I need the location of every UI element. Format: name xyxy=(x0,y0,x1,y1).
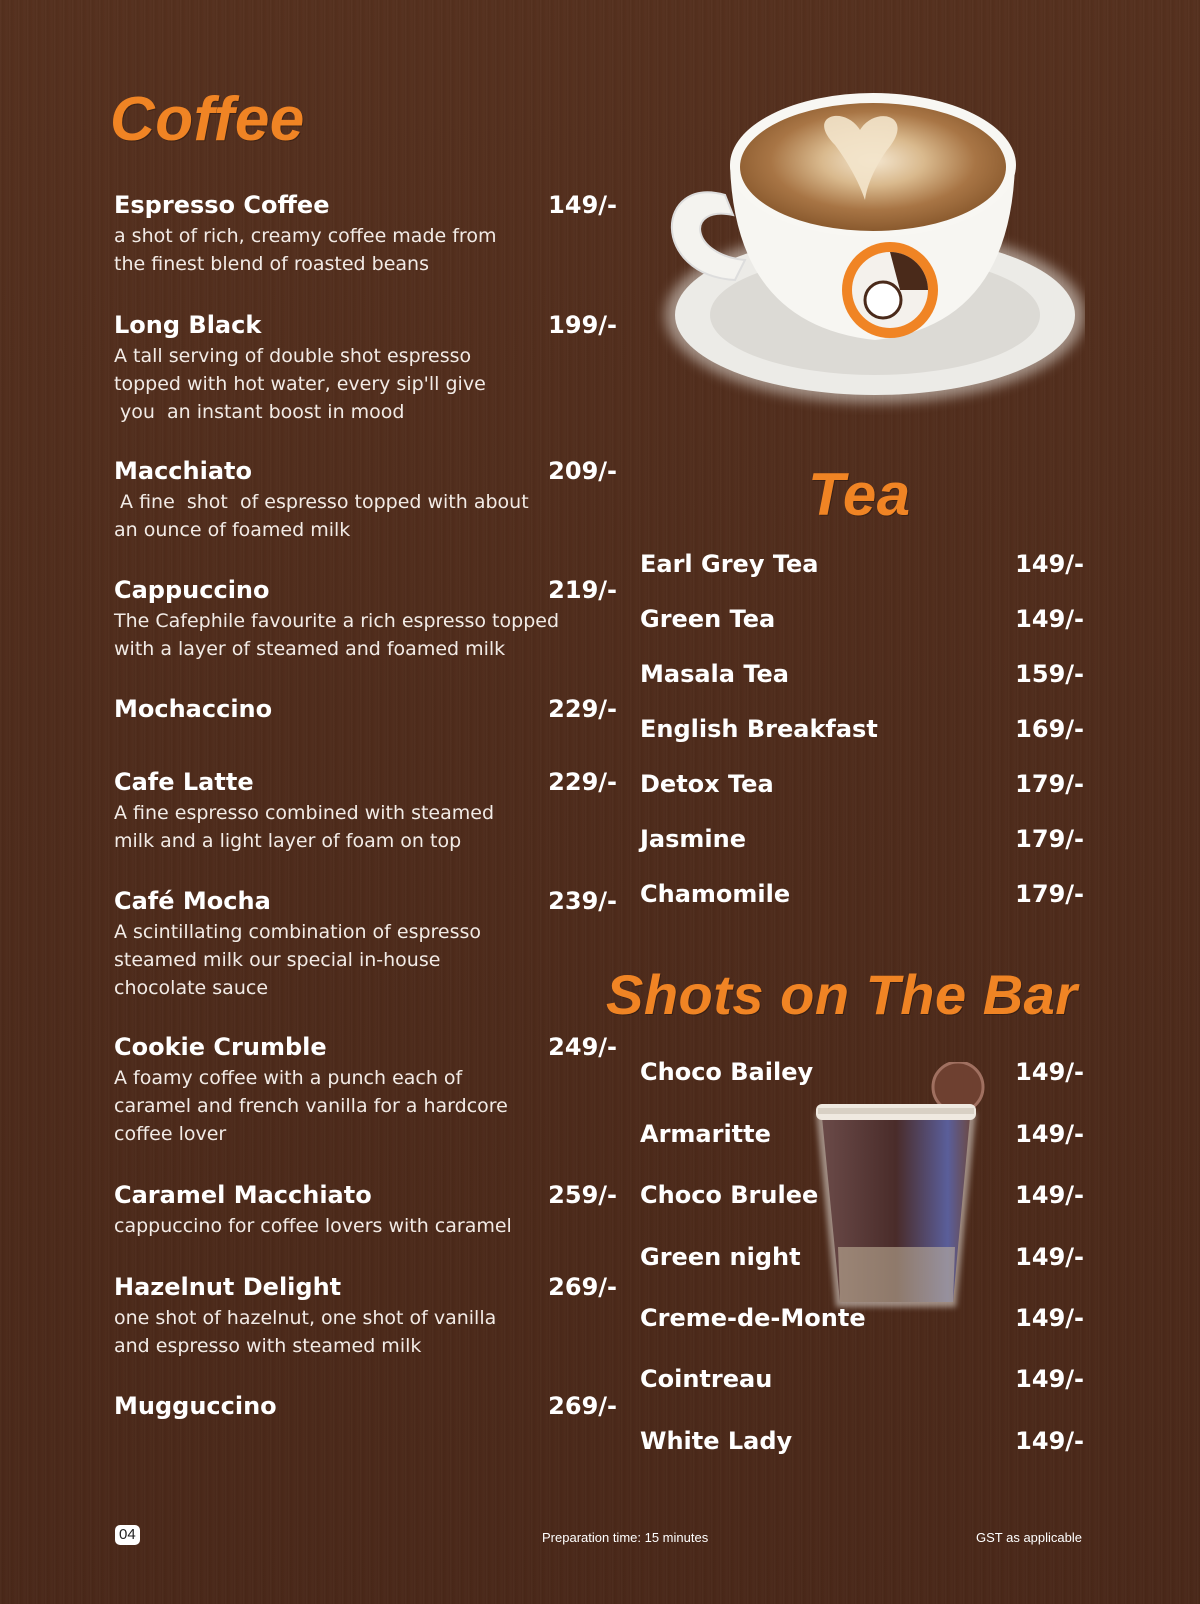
menu-item xyxy=(114,190,617,278)
item-name: Espresso Coffee xyxy=(114,191,330,219)
desc-line: A fine shot of espresso topped with about xyxy=(114,491,529,513)
item-name: Creme-de-Monte xyxy=(640,1304,866,1332)
item-name: Detox Tea xyxy=(640,770,774,798)
desc-line: with a layer of steamed and foamed milk xyxy=(114,638,506,660)
menu-item xyxy=(640,1057,1084,1087)
menu-item xyxy=(640,879,1084,909)
menu-item xyxy=(640,769,1084,799)
menu-item xyxy=(640,824,1084,854)
menu-item xyxy=(114,456,617,544)
item-name: Cointreau xyxy=(640,1365,773,1393)
desc-line: an ounce of foamed milk xyxy=(114,519,351,541)
menu-item xyxy=(640,549,1084,579)
desc-line: you an instant boost in mood xyxy=(114,401,405,423)
menu-item xyxy=(114,1272,617,1360)
item-price: 179/- xyxy=(1015,880,1084,908)
desc-line: The Cafephile favourite a rich espresso topped xyxy=(114,610,560,632)
item-price: 149/- xyxy=(1015,1181,1084,1209)
item-description xyxy=(114,342,617,426)
menu-item xyxy=(114,767,617,855)
item-name: Choco Bailey xyxy=(640,1058,814,1086)
menu-item xyxy=(640,604,1084,634)
item-description xyxy=(114,222,617,278)
preparation-time: Preparation time: 15 minutes xyxy=(542,1530,709,1545)
item-price: 199/- xyxy=(548,311,617,339)
desc-line: chocolate sauce xyxy=(114,977,269,999)
item-price: 169/- xyxy=(1015,715,1084,743)
item-price: 219/- xyxy=(548,576,617,604)
item-description xyxy=(114,1064,617,1148)
item-description xyxy=(114,607,617,663)
item-name: Green Tea xyxy=(640,605,776,633)
item-price: 149/- xyxy=(1015,550,1084,578)
item-description xyxy=(114,488,617,544)
item-description xyxy=(114,1212,617,1240)
menu-item xyxy=(114,694,617,724)
item-price: 179/- xyxy=(1015,825,1084,853)
latte-art-cup-image xyxy=(655,75,1085,415)
item-price: 149/- xyxy=(1015,1365,1084,1393)
item-name: English Breakfast xyxy=(640,715,878,743)
desc-line: steamed milk our special in-house xyxy=(114,949,441,971)
item-price: 229/- xyxy=(548,768,617,796)
item-name: Jasmine xyxy=(640,825,747,853)
page-number: 04 xyxy=(115,1525,140,1545)
item-price: 269/- xyxy=(548,1392,617,1420)
item-price: 159/- xyxy=(1015,660,1084,688)
item-price: 229/- xyxy=(548,695,617,723)
menu-item xyxy=(114,310,617,426)
menu-item xyxy=(114,1391,617,1421)
menu-item xyxy=(640,1426,1084,1456)
item-name: Mochaccino xyxy=(114,695,273,723)
item-price: 209/- xyxy=(548,457,617,485)
item-price: 149/- xyxy=(548,191,617,219)
menu-item xyxy=(640,1242,1084,1272)
item-name: Cafe Latte xyxy=(114,768,254,796)
tax-note: GST as applicable xyxy=(976,1530,1082,1545)
item-description xyxy=(114,799,617,855)
item-price: 249/- xyxy=(548,1033,617,1061)
menu-item xyxy=(640,714,1084,744)
desc-line: milk and a light layer of foam on top xyxy=(114,830,462,852)
menu-item xyxy=(114,1032,617,1148)
item-name: Long Black xyxy=(114,311,262,339)
item-price: 179/- xyxy=(1015,770,1084,798)
menu-item xyxy=(114,886,617,1002)
menu-item xyxy=(640,659,1084,689)
desc-line: coffee lover xyxy=(114,1123,227,1145)
item-price: 149/- xyxy=(1015,1427,1084,1455)
item-name: White Lady xyxy=(640,1427,793,1455)
desc-line: one shot of hazelnut, one shot of vanilla xyxy=(114,1307,497,1329)
item-name: Hazelnut Delight xyxy=(114,1273,342,1301)
item-name: Caramel Macchiato xyxy=(114,1181,372,1209)
item-name: Macchiato xyxy=(114,457,252,485)
desc-line: cappuccino for coffee lovers with caramel xyxy=(114,1215,512,1237)
menu-item xyxy=(114,1180,617,1240)
desc-line: A foamy coffee with a punch each of xyxy=(114,1067,463,1089)
item-name: Mugguccino xyxy=(114,1392,277,1420)
desc-line: the finest blend of roasted beans xyxy=(114,253,429,275)
menu-item xyxy=(640,1303,1084,1333)
menu-item xyxy=(114,575,617,663)
item-price: 149/- xyxy=(1015,1058,1084,1086)
item-price: 239/- xyxy=(548,887,617,915)
item-name: Choco Brulee xyxy=(640,1181,819,1209)
desc-line: A scintillating combination of espresso xyxy=(114,921,482,943)
item-name: Armaritte xyxy=(640,1120,771,1148)
item-description xyxy=(114,1304,617,1360)
section-title-tea: Tea xyxy=(808,461,911,528)
desc-line: A fine espresso combined with steamed xyxy=(114,802,495,824)
desc-line: and espresso with steamed milk xyxy=(114,1335,422,1357)
item-name: Green night xyxy=(640,1243,801,1271)
desc-line: A tall serving of double shot espresso xyxy=(114,345,472,367)
section-title-shots: Shots on The Bar xyxy=(606,963,1078,1026)
item-name: Cookie Crumble xyxy=(114,1033,327,1061)
item-name: Chamomile xyxy=(640,880,791,908)
item-price: 149/- xyxy=(1015,1243,1084,1271)
desc-line: a shot of rich, creamy coffee made from xyxy=(114,225,497,247)
item-name: Cappuccino xyxy=(114,576,270,604)
item-description xyxy=(114,918,617,1002)
item-price: 259/- xyxy=(548,1181,617,1209)
section-title-coffee: Coffee xyxy=(110,85,305,154)
desc-line: caramel and french vanilla for a hardcore xyxy=(114,1095,508,1117)
item-price: 149/- xyxy=(1015,1304,1084,1332)
item-name: Earl Grey Tea xyxy=(640,550,819,578)
item-name: Café Mocha xyxy=(114,887,271,915)
menu-item xyxy=(640,1119,1084,1149)
item-price: 269/- xyxy=(548,1273,617,1301)
item-name: Masala Tea xyxy=(640,660,789,688)
item-price: 149/- xyxy=(1015,1120,1084,1148)
desc-line: topped with hot water, every sip'll give xyxy=(114,373,486,395)
menu-item xyxy=(640,1364,1084,1394)
menu-item xyxy=(640,1180,1084,1210)
item-price: 149/- xyxy=(1015,605,1084,633)
